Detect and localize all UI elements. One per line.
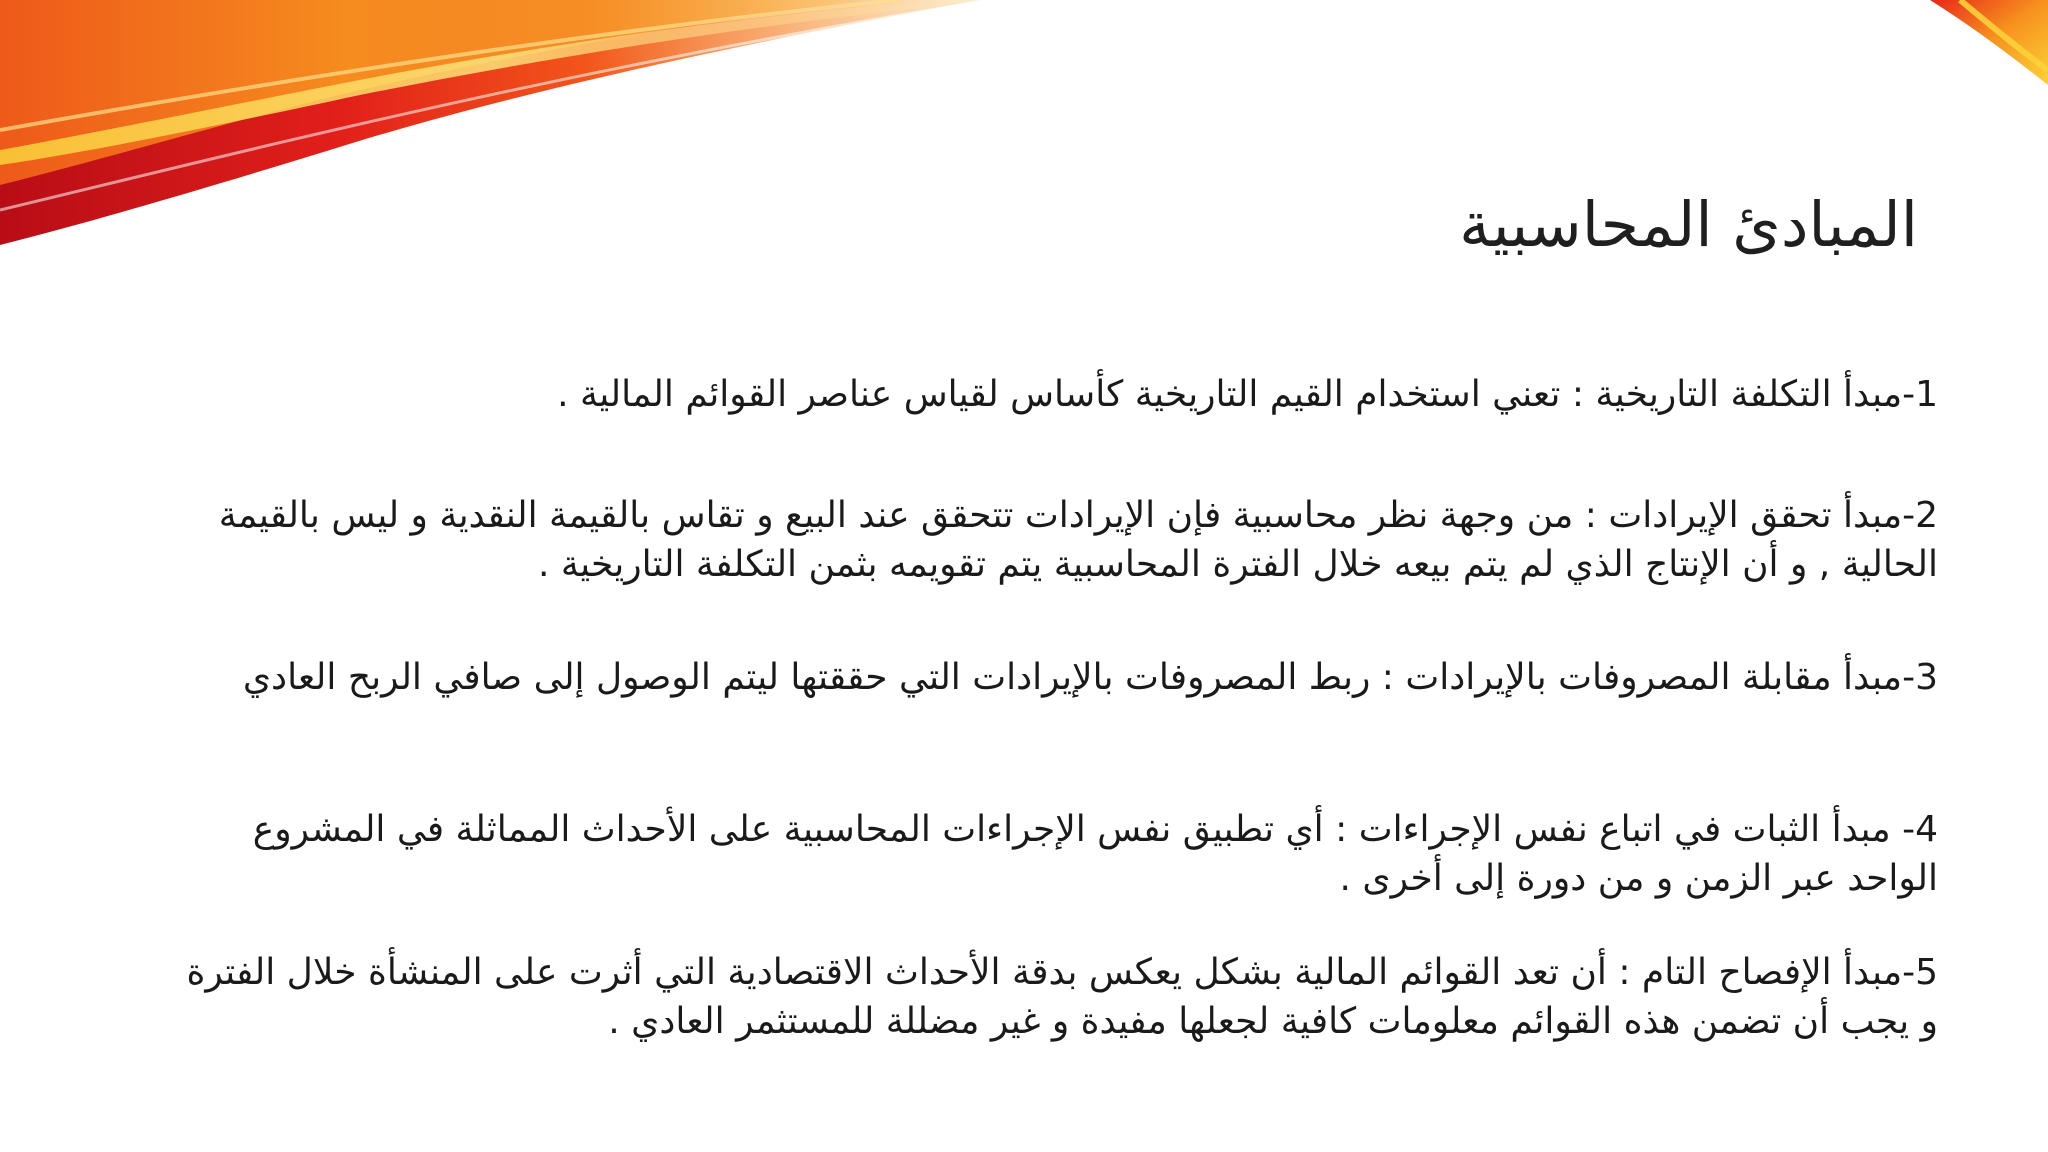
swoosh-corner-right bbox=[1930, 0, 2048, 85]
principle-item: 1-مبدأ التكلفة التاريخية : تعني استخدام القيم التاريخية كأساس لقياس عناصر القوائم المالية . bbox=[557, 374, 1938, 415]
principle-item: 4- مبدأ الثبات في اتباع نفس الإجراءات : أي تطبيق نفس الإجراءات المحاسبية على الأحداث المماثلة في المشروع الواحد عبر الزمن و من دورة إلى أخرى . bbox=[252, 809, 1938, 899]
principle-item: 2-مبدأ تحقق الإيرادات : من وجهة نظر محاسبية فإن الإيرادات تتحقق عند البيع و تقاس بالقيمة النقدية و ليس بالقيمة الحالية , و أن الإنتاج الذي لم يتم بيعه خلال الفترة المحاسبية يتم تقويمه بثمن التكلفة التاريخية . bbox=[218, 495, 1938, 585]
principle-item: 3-مبدأ مقابلة المصروفات بالإيرادات : ربط المصروفات بالإيرادات التي حققتها ليتم الوصول إلى صافي الربح العادي bbox=[242, 657, 1938, 698]
slide-title: المبادئ المحاسبية bbox=[1459, 188, 1918, 261]
principle-item: 5-مبدأ الإفصاح التام : أن تعد القوائم المالية بشكل يعكس بدقة الأحداث الاقتصادية التي أثرت على المنشأة خلال الفترة و يجب أن تضمن هذه القوائم معلومات كافية لجعلها مفيدة و غير مضللة للمستثمر العادي . bbox=[186, 952, 1938, 1042]
